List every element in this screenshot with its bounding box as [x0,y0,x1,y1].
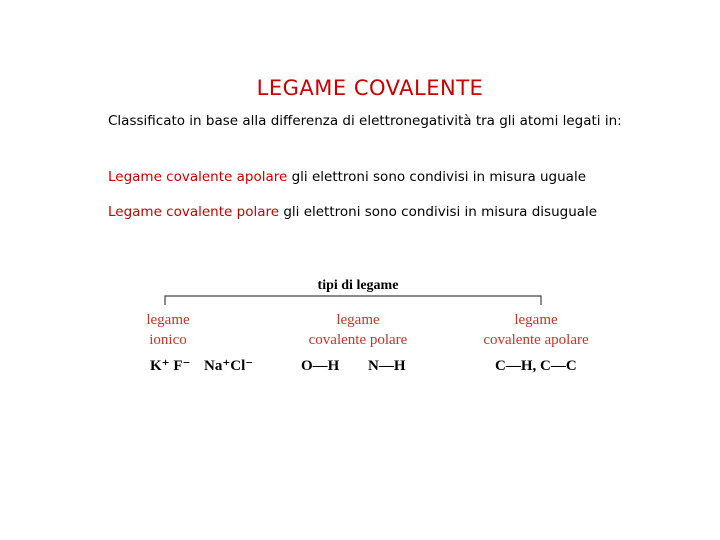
apolar-label-line2: covalente apolare [483,332,589,348]
polar-text: gli elettroni sono condivisi in misura disuguale [279,204,598,220]
apolar-term: Legame covalente apolare [108,169,288,185]
diagram-heading: tipi di legame [317,278,399,293]
polar-label-line2: covalente polare [308,332,408,348]
polar-definition [108,203,628,221]
polar-term: Legame covalente polare [108,204,280,220]
ionic-label-line1: legame [146,312,190,328]
apolar-definition [108,168,628,186]
ionic-example-nacl: Na⁺Cl⁻ [204,358,254,374]
apolar-label-line1: legame [514,312,558,328]
ionic-label-line2: ionico [149,332,187,348]
polar-example-nh: N—H [368,358,406,374]
ionic-example-kf: K⁺ F⁻ [150,358,191,374]
apolar-example-ch-cc: C—H, C—C [495,358,577,374]
bond-types-diagram [140,272,610,382]
polar-example-oh: O—H [301,358,340,374]
polar-label-line1: legame [336,312,380,328]
intro-paragraph: Classificato in base alla differenza di elettronegatività tra gli atomi legati in: [108,113,622,129]
apolar-text: gli elettroni sono condivisi in misura uguale [287,169,587,185]
diagram-bracket [165,296,541,305]
page-title: LEGAME COVALENTE [256,76,484,100]
